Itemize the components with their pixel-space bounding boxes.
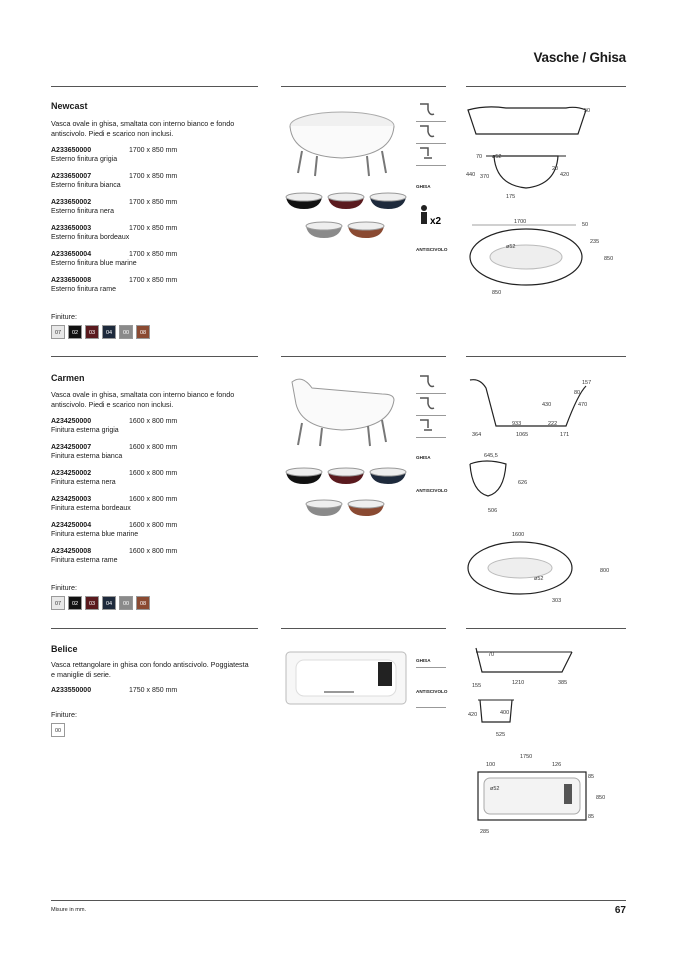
product-finish: Finitura esterna bianca (51, 453, 123, 460)
product-code: A233650003 (51, 225, 92, 232)
finishes-label: Finiture: (51, 710, 77, 719)
product-size: 1750 x 850 mm (129, 687, 178, 694)
product-size: 1700 x 850 mm (129, 199, 178, 206)
footer-note: Misure in mm. (51, 907, 87, 913)
product-code: A234250003 (51, 496, 92, 503)
footer-divider (51, 900, 626, 901)
tap-icon (416, 394, 446, 416)
product-code: A233650000 (51, 147, 92, 154)
dim-label: 385 (558, 680, 568, 686)
finish-swatches (51, 325, 150, 339)
product-code: A234250002 (51, 470, 92, 477)
product-finish: Finitura esterna bordeaux (51, 505, 131, 512)
feature-icons (416, 100, 446, 166)
dim-label: 420 (560, 172, 570, 178)
dim-label: 70 (488, 652, 495, 658)
product-size: 1600 x 800 mm (129, 496, 178, 503)
dim-label: 525 (496, 732, 506, 738)
product-entry (51, 417, 261, 435)
dim-label: 1600 (512, 532, 525, 538)
product-code: A233650004 (51, 251, 92, 258)
dim-label: ø52 (490, 786, 500, 792)
section-description: Vasca ovale in ghisa, smaltata con interno bianco e fondo antiscivolo. Piedi e scarico non inclusi. (51, 119, 235, 138)
product-finish: Esterno finitura grigia (51, 156, 118, 163)
product-code: A234250004 (51, 522, 92, 529)
dim-label: 85 (588, 814, 595, 820)
finish-swatch[interactable]: 07 (51, 325, 65, 339)
dim-label: 933 (512, 421, 522, 427)
divider (281, 628, 446, 629)
product-finish: Finitura esterna nera (51, 479, 116, 486)
tap-icon (416, 372, 446, 394)
product-photo-belice (284, 648, 410, 710)
dim-label: 626 (518, 480, 528, 486)
finish-swatches (51, 596, 150, 610)
antislip-icon-cell (416, 668, 446, 708)
product-size: 1700 x 850 mm (129, 251, 178, 258)
dim-label: 70 (476, 154, 483, 160)
finish-swatch[interactable]: 00 (119, 596, 133, 610)
product-entry (51, 250, 261, 268)
product-finish: Finitura esterna blue marine (51, 531, 139, 538)
product-size: 1600 x 800 mm (129, 444, 178, 451)
product-size: 1700 x 850 mm (129, 147, 178, 154)
dim-label: 155 (472, 683, 482, 689)
dim-label: 1210 (512, 680, 525, 686)
product-size: 1600 x 800 mm (129, 522, 178, 529)
product-entry (51, 443, 261, 461)
tap-icon (416, 100, 446, 122)
dim-label: ø52 (492, 154, 502, 160)
persons-count: x2 (430, 216, 442, 227)
product-entry (51, 276, 261, 294)
product-entry (51, 469, 261, 487)
dim-label: 285 (480, 829, 490, 835)
product-code: A234250008 (51, 548, 92, 555)
divider (466, 356, 626, 357)
page-title: Vasche / Ghisa (533, 50, 626, 65)
product-finish: Esterno finitura bordeaux (51, 234, 130, 241)
finishes-label: Finiture: (51, 583, 77, 592)
technical-drawing-carmen (466, 374, 626, 608)
product-finish: Finitura esterna rame (51, 557, 118, 564)
dim-label: 850 (492, 290, 502, 296)
product-code: A233650007 (51, 173, 92, 180)
dim-label: 1065 (516, 432, 529, 438)
dim-label: 506 (488, 508, 498, 514)
tap-icon (416, 122, 446, 144)
divider (281, 356, 446, 357)
product-code: A233550000 (51, 687, 92, 694)
product-entry (51, 172, 261, 190)
divider (51, 356, 258, 357)
divider (466, 628, 626, 629)
antislip-label: ANTISCIVOLO (416, 689, 448, 694)
dim-label: 126 (552, 762, 562, 768)
finish-swatch[interactable]: 04 (102, 596, 116, 610)
divider (51, 628, 258, 629)
divider (466, 86, 626, 87)
dim-label: 85 (588, 774, 595, 780)
dim-label: 20 (552, 166, 559, 172)
divider (281, 86, 446, 87)
dim-label: ø52 (506, 244, 516, 250)
product-finish: Esterno finitura blue marine (51, 260, 137, 267)
finish-swatch[interactable]: 03 (85, 325, 99, 339)
product-entry (51, 146, 261, 164)
product-entry (51, 521, 261, 539)
dim-label: 303 (552, 598, 562, 604)
product-entry (51, 686, 261, 695)
dim-label: 850 (604, 256, 614, 262)
feature-icons (416, 644, 446, 708)
product-size: 1700 x 850 mm (129, 173, 178, 180)
finish-swatch[interactable]: 08 (136, 596, 150, 610)
dim-label: 645,5 (484, 453, 498, 459)
dim-label: 440 (466, 172, 476, 178)
dim-label: 100 (486, 762, 496, 768)
product-photo-newcast (282, 96, 412, 251)
product-finish: Esterno finitura nera (51, 208, 115, 215)
dim-label: 430 (542, 402, 552, 408)
dim-label: 470 (578, 402, 588, 408)
dim-label: 800 (600, 568, 610, 574)
section-title: Carmen (51, 373, 85, 383)
finish-swatch[interactable]: 07 (51, 596, 65, 610)
dim-label: 850 (596, 795, 606, 801)
material-label: GHISA (416, 658, 431, 663)
page-number: 67 (614, 905, 626, 916)
feature-icons (416, 372, 446, 438)
product-photo-carmen (282, 368, 412, 528)
dim-label: 50 (582, 222, 589, 228)
section-title: Belice (51, 644, 78, 654)
dim-label: 175 (506, 194, 516, 200)
antislip-label: ANTISCIVOLO (416, 488, 448, 493)
dim-label: 235 (590, 239, 600, 245)
product-entry (51, 547, 261, 565)
dim-label: 222 (548, 421, 558, 427)
finishes-label: Finiture: (51, 312, 77, 321)
product-finish: Finitura esterna grigia (51, 427, 119, 434)
dim-label: ø52 (534, 576, 544, 582)
product-entry (51, 224, 261, 242)
finish-swatch[interactable]: 02 (68, 325, 82, 339)
product-size: 1600 x 800 mm (129, 470, 178, 477)
technical-drawing-newcast (466, 100, 626, 300)
finish-swatch[interactable]: 04 (102, 325, 116, 339)
material-label: GHISA (416, 455, 431, 460)
dim-label: 80 (574, 390, 581, 396)
product-finish: Esterno finitura rame (51, 286, 116, 293)
finish-swatch[interactable]: 00 (119, 325, 133, 339)
finish-swatches (51, 723, 65, 737)
dim-label: 364 (472, 432, 482, 438)
dim-label: 400 (500, 710, 510, 716)
finish-swatch[interactable]: 03 (85, 596, 99, 610)
product-code: A234250007 (51, 444, 92, 451)
dim-label: 171 (560, 432, 570, 438)
product-size: 1700 x 850 mm (129, 225, 178, 232)
shower-icon (416, 144, 446, 166)
finish-swatch[interactable]: 00 (51, 723, 65, 737)
product-entry (51, 495, 261, 513)
finish-swatch[interactable]: 02 (68, 596, 82, 610)
section-description: Vasca rettangolare in ghisa con fondo antiscivolo. Poggiatesta e maniglie di serie. (51, 660, 249, 679)
material-icon-cell (416, 644, 446, 668)
dim-label: 1700 (514, 219, 527, 225)
product-size: 1600 x 800 mm (129, 418, 178, 425)
divider (51, 86, 258, 87)
section-title: Newcast (51, 101, 88, 111)
product-code: A233650002 (51, 199, 92, 206)
persons-icon (418, 204, 446, 228)
product-size: 1600 x 800 mm (129, 548, 178, 555)
antislip-label: ANTISCIVOLO (416, 247, 448, 252)
material-label: GHISA (416, 184, 431, 189)
dim-label: 1750 (520, 754, 533, 760)
section-description: Vasca ovale in ghisa, smaltata con interno bianco e fondo antiscivolo. Piedi e scarico non inclusi. (51, 390, 235, 409)
dim-label: 50 (584, 108, 591, 114)
technical-drawing-belice (466, 644, 626, 838)
dim-label: 420 (468, 712, 478, 718)
product-size: 1700 x 850 mm (129, 277, 178, 284)
dim-label: 370 (480, 174, 490, 180)
shower-icon (416, 416, 446, 438)
product-code: A233650008 (51, 277, 92, 284)
product-code: A234250000 (51, 418, 92, 425)
dim-label: 157 (582, 380, 592, 386)
product-finish: Esterno finitura bianca (51, 182, 121, 189)
finish-swatch[interactable]: 08 (136, 325, 150, 339)
product-entry (51, 198, 261, 216)
